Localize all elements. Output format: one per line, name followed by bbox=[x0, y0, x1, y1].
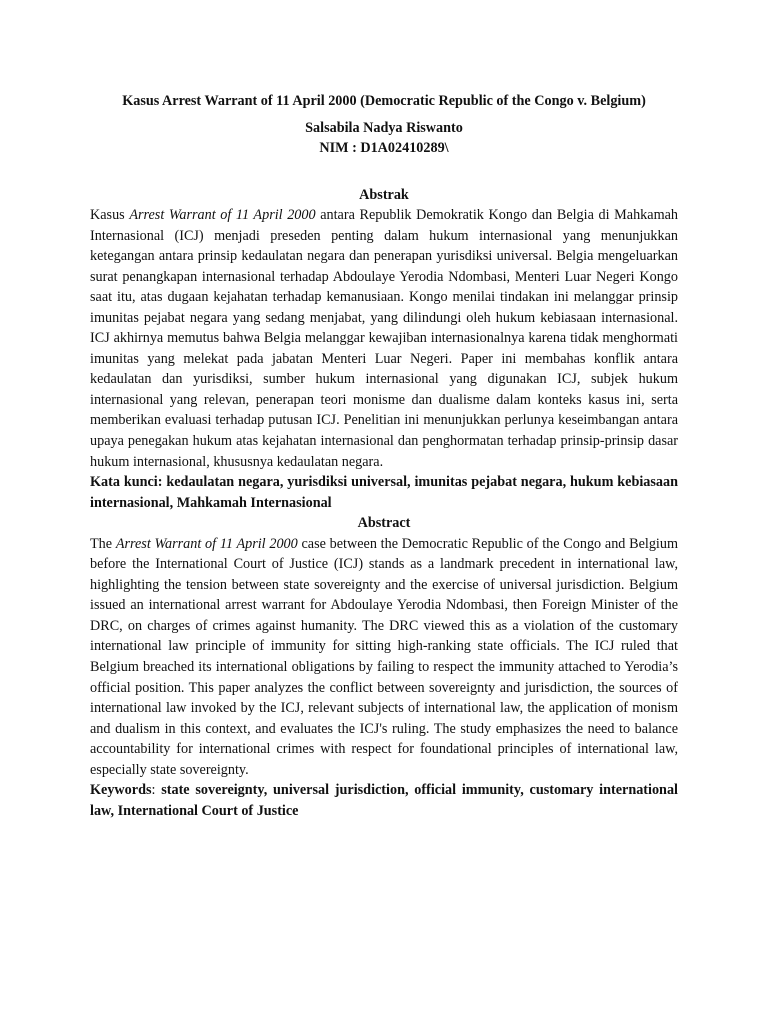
abstrak-body: antara Republik Demokratik Kongo dan Belgia di Mahkamah Internasional (ICJ) menjadi preseden penting dalam hukum internasional yang menunjukkan ketegangan antara prinsip kedaulatan negara dan penerapan yurisdiksi universal. Belgia mengeluarkan surat penangkapan internasional terhadap Abdoulaye Yerodia Ndombasi, Menteri Luar Negeri Kongo saat itu, atas dugaan kejahatan terhadap kemanusiaan. Kongo menilai tindakan ini melanggar prinsip imunitas pejabat negara yang sedang menjabat, yang dilindungi oleh hukum kebiasaan internasional. ICJ akhirnya memutus bahwa Belgia melanggar kewajiban internasionalnya karena tidak menghormati imunitas yang melekat pada jabatan Menteri Luar Negeri. Paper ini membahas konflik antara kedaulatan dan yurisdiksi, sumber hukum internasional yang digunakan ICJ, subjek hukum internasional yang relevan, penerapan teori monisme dan dualisme dalam konteks kasus ini, serta memberikan evaluasi terhadap putusan ICJ. Penelitian ini menunjukkan perlunya keseimbangan antara upaya penegakan hukum atas kejahatan internasional dan penghormatan terhadap prinsip-prinsip dasar hukum internasional, khususnya kedaulatan negara. bbox=[90, 207, 678, 470]
author-name: Salsabila Nadya Riswanto bbox=[305, 119, 463, 136]
abstract-case-name: Arrest Warrant of 11 April 2000 bbox=[115, 535, 298, 552]
spacer bbox=[90, 159, 678, 185]
abstrak-paragraph bbox=[90, 205, 678, 472]
abstract-heading: Abstract bbox=[357, 515, 411, 532]
keywords bbox=[90, 780, 678, 821]
keywords-list: state sovereignty, universal jurisdiction, official immunity, customary international law, International Court of Justice bbox=[90, 782, 678, 819]
abstract-paragraph bbox=[90, 534, 678, 781]
kata-kunci-list: kedaulatan negara, yurisdiksi universal, imunitas pejabat negara, hukum kebiasaan internasional, Mahkamah Internasional bbox=[90, 474, 678, 511]
kata-kunci-label: Kata kunci: bbox=[90, 474, 163, 491]
kata-kunci bbox=[90, 472, 678, 513]
student-id: NIM : D1A02410289\ bbox=[319, 140, 449, 156]
abstract-lead: The bbox=[90, 535, 116, 552]
abstrak-heading: Abstrak bbox=[359, 186, 409, 203]
keywords-colon: : bbox=[151, 782, 156, 799]
keywords-label: Keywords bbox=[90, 782, 152, 799]
paper-title: Kasus Arrest Warrant of 11 April 2000 (Democratic Republic of the Congo v. Belgium) bbox=[122, 93, 646, 109]
abstract-body: case between the Democratic Republic of the Congo and Belgium before the International Court of Justice (ICJ) stands as a landmark precedent in international law, highlighting the tension between state sovereignty and the exercise of universal jurisdiction. Belgium issued an international arrest warrant for Abdoulaye Yerodia Ndombasi, then Foreign Minister of the DRC, on charges of crimes against humanity. The DRC viewed this as a violation of the customary international law principle of immunity for sitting high-ranking state officials. The ICJ ruled that Belgium breached its international obligations by failing to respect the immunity attached to Yerodia’s official position. This paper analyzes the conflict between sovereignty and jurisdiction, the sources of international law invoked by the ICJ, relevant subjects of international law, the application of monism and dualism in this context, and evaluates the ICJ's ruling. The study emphasizes the need to balance accountability for international crimes with respect for foundational principles of international law, especially state sovereignty. bbox=[90, 535, 678, 778]
abstrak-lead: Kasus bbox=[90, 207, 130, 223]
abstrak-case-name: Arrest Warrant of 11 April 2000 bbox=[129, 207, 316, 223]
